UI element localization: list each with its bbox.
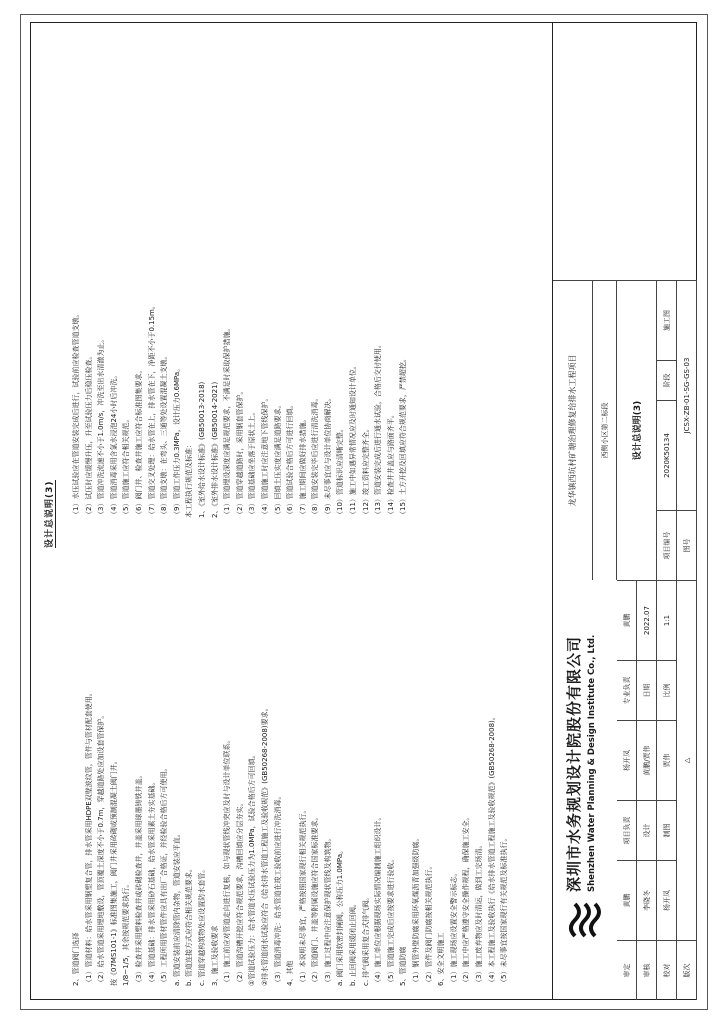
notes-right-line: （12）竣工资料应完整齐全。 xyxy=(361,425,370,518)
drawing-name: 设计总说明(3) xyxy=(617,280,657,580)
notes-right-line: （15）土方开挖及回填应符合规范要求，严禁超挖。 xyxy=(399,355,408,518)
notes-left-line: （4）施工单位应根据现场实际情况编制施工组织设计。 xyxy=(374,813,383,986)
value-specialty-lead: 黄鹏 xyxy=(617,580,637,660)
notes-right-line: （5）管道施工应符合相关规范。 xyxy=(122,415,131,518)
notes-right-line: （2）管道穿越道路时，采用钢套管保护。 xyxy=(235,387,244,518)
notes-left-line: （3）检查井采用塑料检查井或砖砌检查井，井盖采用球墨铸铁井盖。 xyxy=(134,771,143,986)
value-review: 李晓冬 xyxy=(637,860,657,940)
notes-left-line: （4）管道基础：排水管采用砂石基础，给水管采用素土夯实基础。 xyxy=(147,778,156,986)
notes-right-line: 2、《室外排水设计标准》(GB50014-2021) xyxy=(210,381,219,518)
value-scale: 1:1 xyxy=(657,580,677,660)
notes-left-line: 按《07MS101-1》标准图集施工，阀门井采用砖砌或预制混凝土阀门井。 xyxy=(109,757,118,986)
notes-left-line: a. 阀门采用软密封闸阀，公称压力1.0MPa。 xyxy=(336,846,345,986)
value-project-no: 2020K50134 xyxy=(657,400,677,510)
notes-left-line: （5）工程所用管材管件应具有出厂合格证，并经检验合格后方可使用。 xyxy=(160,764,169,986)
notes-right-line: （4）管道消毒采用含氯水浸泡24小时后冲洗。 xyxy=(109,371,118,518)
notes-left-line: （2）管道沟槽开挖应符合规范要求，沟槽回填应分层夯实。 xyxy=(235,799,244,986)
notes-right-line: （6）管道试验合格后方可进行回填。 xyxy=(286,401,295,518)
notes-left-line: b. 止回阀采用缓闭止回阀。 xyxy=(349,900,358,986)
label-stage: 阶段 xyxy=(657,360,677,400)
notes-right-line: （6）阀门井、检查井施工应符合标准图集要求。 xyxy=(134,366,143,518)
notes-right-line: （3）管道基础应坐落于原状土上。 xyxy=(248,408,257,518)
notes-left-line: ①管道试验压力：给水管道水压试验压力为1.0MPa，试验合格后方可回填。 xyxy=(248,751,257,986)
notes-left-line: （3）施工废弃物应及时清运，做到工完场清。 xyxy=(475,841,483,986)
value-approve: 黄鹏 xyxy=(617,860,637,940)
notes-left-line: 2、管道阀门选择 xyxy=(72,932,80,986)
notes-right-column xyxy=(70,48,410,518)
value-check: 杨开凤 xyxy=(657,860,677,940)
company-logo-block xyxy=(561,610,611,940)
notes-left-line: （1）本说明未尽事宜，严格按照国家现行相关规范执行。 xyxy=(298,806,307,986)
notes-left-line: （1）施工前应对管道走向进行复核，如与现状管线冲突应及时与设计单位联系。 xyxy=(223,736,232,986)
notes-left-line: （1）钢管外壁防腐采用环氧煤沥青加强级防腐。 xyxy=(412,834,421,986)
label-drawing: 制图 xyxy=(657,800,677,860)
label-design: 设计 xyxy=(637,800,657,860)
label-check: 校对 xyxy=(657,940,677,1000)
notes-left-line: b. 管道连接方式应符合相关规范要求。 xyxy=(185,865,194,986)
notes-left-line: （2）给水管道采用埋地敷设，管顶覆土深度不小于0.7m，穿越道路处应加设套管保护。 xyxy=(97,711,106,986)
title-block xyxy=(552,22,698,1000)
rotated-drawing-content xyxy=(30,22,697,1000)
revision-triangle-icon: △ xyxy=(677,580,697,940)
notes-right-line: （4）管道施工时应注意地下管线保护。 xyxy=(260,394,269,518)
notes-left-line: （5）管道施工完成后应按要求进行验收。 xyxy=(386,855,395,986)
value-project-lead: 杨开凤 xyxy=(617,720,637,800)
company-wave-logo-icon xyxy=(563,900,603,940)
label-revision: 版次 xyxy=(677,940,697,1000)
notes-right-line: （10）管道标识应清晰完整。 xyxy=(336,425,345,518)
notes-right-line: （8）管道安装完毕后应进行清洗消毒。 xyxy=(311,394,320,518)
notes-right-line: 1、《室外给水设计标准》(GB50013-2018) xyxy=(197,381,206,518)
notes-left-column xyxy=(70,541,511,986)
notes-left-line: 5、管道防腐 xyxy=(399,946,408,986)
notes-left-line: （2）管道阀门、井盖等附属设施应符合国家标准要求。 xyxy=(311,813,320,986)
label-approve: 审定 xyxy=(617,940,637,1000)
notes-left-line: 4、其他 xyxy=(286,960,295,986)
notes-right-line: （1）管道埋设深度应满足规范要求，不满足时采取保护措施。 xyxy=(223,324,232,518)
label-specialty-lead: 专业负责 xyxy=(617,660,637,720)
company-name-cn: 深圳市水务规划设计院股份有限公司 xyxy=(565,635,583,892)
notes-right-line: （9）管道工作压力0.3MPa，设计压力0.6MPa。 xyxy=(172,364,181,518)
notes-right-line: （9）未尽事宜应与设计单位协商解决。 xyxy=(323,394,332,518)
notes-left-line: 1/8~1/5，其余按规范要求执行。 xyxy=(122,880,131,986)
notes-left-line: （4）本工程施工及验收执行《给水排水管道工程施工及验收规范》(GB50268-2008)。 xyxy=(487,713,496,986)
sub-project-name: 西侧小区第二标段 xyxy=(593,280,617,580)
notes-right-line: 本工程执行规范及标准： xyxy=(185,441,194,518)
label-date: 日期 xyxy=(637,660,657,720)
value-date: 2022.07 xyxy=(637,580,657,660)
label-project-no: 项目编号 xyxy=(657,510,677,580)
label-scale: 比例 xyxy=(657,660,677,720)
notes-left-line: （3）管道消毒冲洗：给水管道在竣工验收前应进行冲洗消毒。 xyxy=(273,792,282,986)
sheet-title: 设计总说明(3) xyxy=(42,481,56,549)
notes-right-line: （7）施工期间应做好排水措施。 xyxy=(298,415,307,518)
notes-right-line: （8）管道支墩：在弯头、三通等处设置混凝土支墩。 xyxy=(160,352,169,518)
notes-right-line: （11）施工中如遇异常情况应及时通知设计单位。 xyxy=(349,362,358,518)
value-design: 黄鹏/贾伟 xyxy=(637,720,657,800)
company-name-en: Shenzhen Water Planning & Design Institute Co., Ltd. xyxy=(587,634,597,892)
notes-right-line: （3）管道冲洗流速不小于1.0m/s，冲洗至出水清澈为止。 xyxy=(97,335,106,518)
label-drawing-no: 图号 xyxy=(677,510,697,580)
value-drawing-no: JCSX-ZB-01-SG-GS-03 xyxy=(677,280,697,510)
label-review: 审核 xyxy=(637,940,657,1000)
notes-left-line: （2）管件及阀门防腐按相关规范执行。 xyxy=(424,862,433,986)
notes-left-line: a. 管道安装前应清除管内杂物，管道安装应平直。 xyxy=(172,830,181,986)
value-drawing: 贾伟 xyxy=(657,720,677,800)
notes-left-line: ②排水管道闭水试验应符合《给水排水管道工程施工及验收规范》(GB50268-2008)要求。 xyxy=(260,704,269,986)
notes-left-line: 6、安全文明施工 xyxy=(437,932,446,986)
notes-right-line: （2）试压时应缓慢升压，升至试验压力后稳压检查。 xyxy=(84,352,93,518)
notes-left-line: 3、施工及验收要求 xyxy=(210,925,219,986)
notes-left-line: （1）施工现场应设置安全警示标志。 xyxy=(449,869,458,986)
label-project-lead: 项目负责 xyxy=(617,800,637,860)
notes-right-line: （14）检查井井盖应与路面齐平。 xyxy=(386,411,395,518)
notes-left-line: （2）施工中应严格遵守安全操作规程，确保施工安全。 xyxy=(462,813,471,986)
notes-left-line: c. 管道穿越构筑物处应设置防水套管。 xyxy=(197,865,206,986)
notes-right-line: （5）回填土压实度应满足道路要求。 xyxy=(273,401,282,518)
notes-left-line: c. 排气阀采用复合式排气阀。 xyxy=(361,893,370,986)
notes-right-line: （1）水压试验应在管道安装完成后进行，试验前应检查管道支墩。 xyxy=(72,310,80,518)
notes-right-line: （7）管道交叉处理：给水管在上，排水管在下，净距不小于0.15m。 xyxy=(147,302,156,518)
value-stage: 施工图 xyxy=(657,280,677,360)
notes-left-line: （1）管道材料：给水管采用钢塑复合管，排水管采用HDPE双壁波纹管，管件与管材配套使用。 xyxy=(84,689,93,986)
notes-left-line: （3）施工过程中应注意保护现状管线及构筑物。 xyxy=(323,834,332,986)
project-name: 龙华镇西坑村矿塘治理修复给排水工程项目 xyxy=(553,280,593,580)
notes-left-line: （5）未尽事宜按国家现行有关规范及标准执行。 xyxy=(500,834,509,986)
notes-right-line: （13）管道安装完成后进行通水试验，合格后交付使用。 xyxy=(374,341,383,518)
